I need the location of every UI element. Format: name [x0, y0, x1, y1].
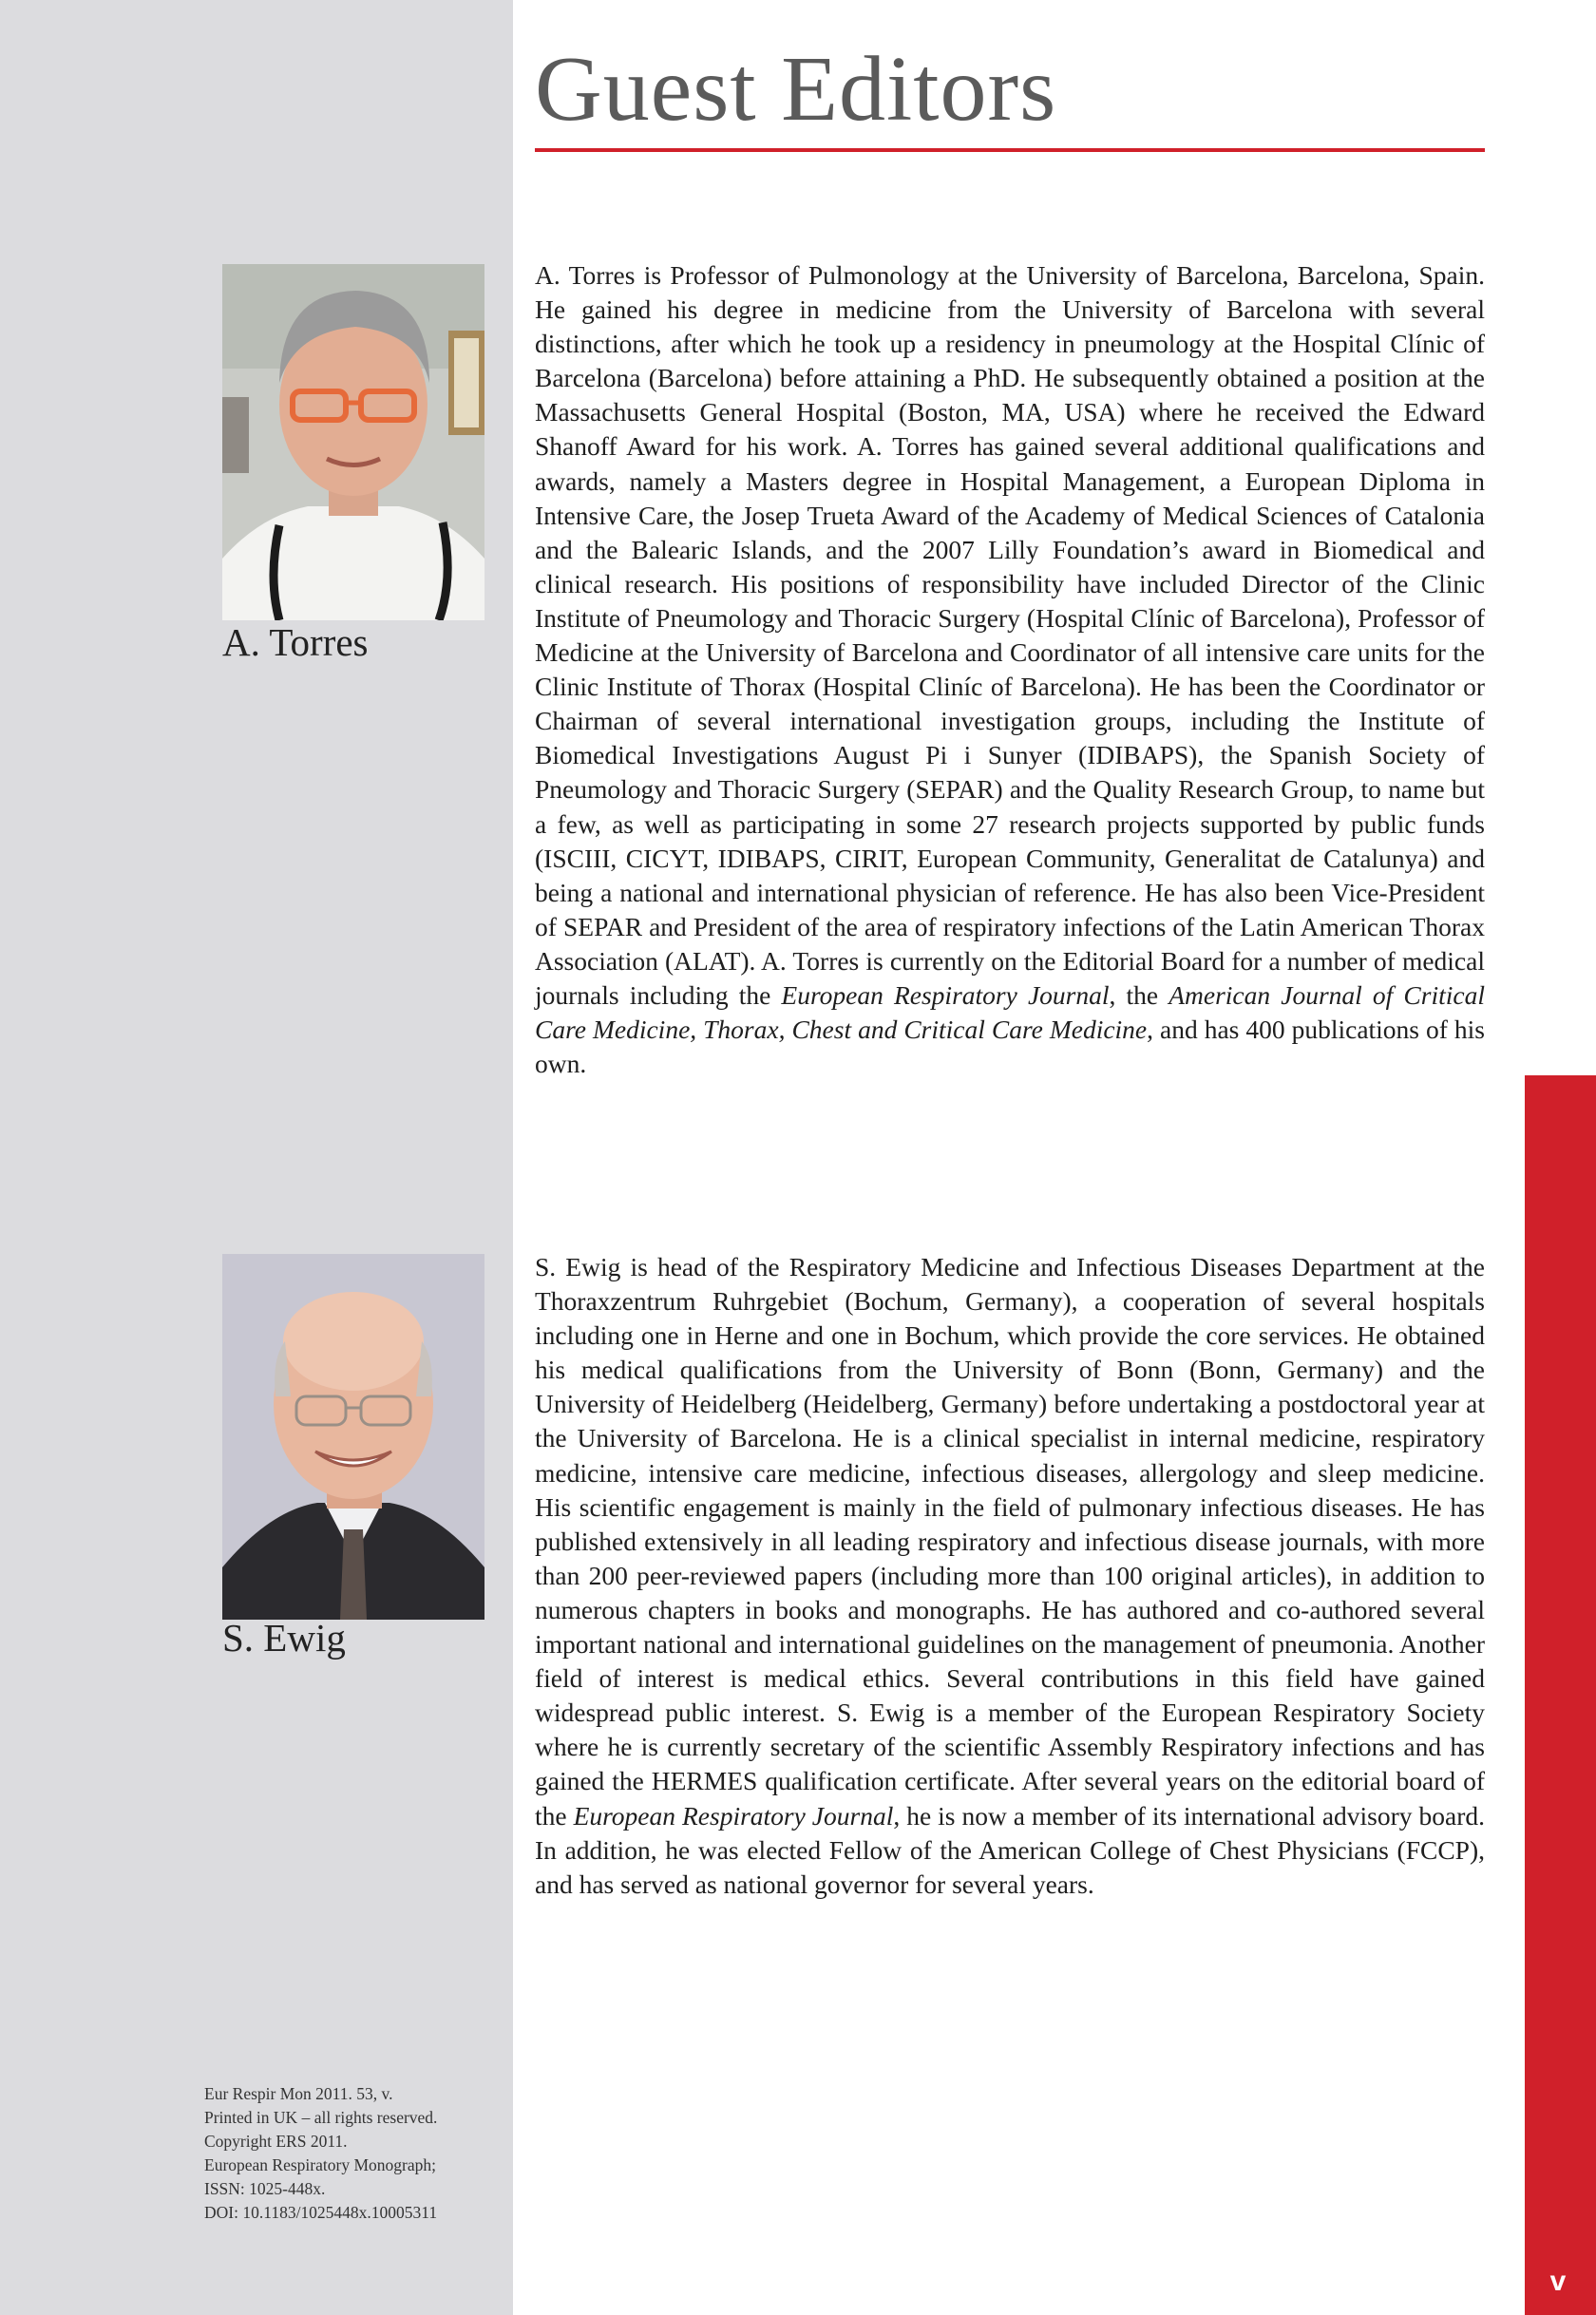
bio-italic-journal: European Respiratory Journal	[573, 1800, 894, 1831]
bio-text: S. Ewig is head of the Respiratory Medicine and Infectious Diseases Department at the Thoraxzentrum Ruhrgebiet (Bochum, Germany), a cooperation of several hospitals including one in Herne and one in Bochum, which provide the core services. He obtained his medical qualifications from the University of Bonn (Bonn, Germany) and the University of Heidelberg (Heidelberg, Germany) before undertaking a postdoctoral year at the University of Barcelona. He is a clinical specialist in internal medicine, respiratory medicine, intensive care medicine, infectious diseases, allergology and sleep medicine. His scientific engagement is mainly in the field of pulmonary infectious diseases. He has published extensively in all leading respiratory and infectious disease journals, with more than 200 peer-reviewed papers (including more than 100 original articles), in addition to numerous chapters in books and monographs. He has authored and co-authored several important national and international guidelines on the management of pneumonia. Another field of interest is medical ethics. Several contributions in this field have gained widespread public interest. S. Ewig is a member of the European Respiratory Society where he is currently secretary of the scientific Assembly Respiratory infections and has gained the HERMES qualification certificate. After several years on the editorial board of the	[535, 1252, 1485, 1831]
footer-line-printed: Printed in UK – all rights reserved.	[204, 2108, 438, 2127]
footer-line-monograph: European Respiratory Monograph;	[204, 2155, 436, 2174]
editor-name-torres: A. Torres	[222, 620, 369, 664]
editor-bio-ewig	[535, 1250, 1485, 1902]
bio-text: , the	[1109, 979, 1169, 1010]
footer-line-doi: DOI: 10.1183/1025448x.10005311	[204, 2203, 438, 2222]
editor-photo-torres	[222, 264, 484, 620]
editor-photo-ewig	[222, 1254, 484, 1620]
footer-line-copyright: Copyright ERS 2011.	[204, 2132, 348, 2151]
bio-italic-journal: American Journal of Critical Care Medicine, Thorax, Chest and Critical Care Medicine	[535, 979, 1485, 1045]
bio-text: A. Torres is Professor of Pulmonology at the University of Barcelona, Barcelona, Spain. He gained his degree in medicine from the University of Barcelona with several distinctions, after which he took up a residency in pneumology at the Hospital Clínic of Barcelona (Barcelona) before attaining a PhD. He subsequently obtained a position at the Massachusetts General Hospital (Boston, MA, USA) where he received the Edward Shanoff Award for his work. A. Torres has gained several additional qualifications and awards, namely a Masters degree in Hospital Management, a European Diploma in Intensive Care, the Josep Trueta Award of the Academy of Medical Sciences of Catalonia and the Balearic Islands, and the 2007 Lilly Foundation’s award in Biomedical and clinical research. His positions of responsibility have included Director of the Clinic Institute of Pneumology and Thoracic Surgery (Hospital Clínic of Barcelona), Professor of Medicine at the University of Barcelona and Coordinator of all intensive care units for the Clinic Institute of Thorax (Hospital Cliníc of Barcelona). He has been the Coordinator or Chairman of several international investigation groups, including the Institute of Biomedical Investigations August Pi i Sunyer (IDIBAPS), the Spanish Society of Pneumology and Thoracic Surgery (SEPAR) and the Quality Research Group, to name but a few, as well as participating in some 27 research projects supported by public funds (ISCIII, CICYT, IDIBAPS, CIRIT, European Community, Generalitat de Catalunya) and being a national and international physician of reference. He has also been Vice-President of SEPAR and President of the area of respiratory infections of the Latin American Thorax Association (ALAT). A. Torres is currently on the Editorial Board for a number of medical journals including the	[535, 260, 1485, 1010]
bio-text: , and has 400 publications of his own.	[535, 1015, 1485, 1079]
footer-line-issn: ISSN: 1025-448x.	[204, 2179, 326, 2198]
editor-bio-torres	[535, 258, 1485, 1081]
right-accent-tab	[1525, 1075, 1596, 2315]
editor-name-ewig: S. Ewig	[222, 1616, 346, 1660]
bio-text: , he is now a member of its international advisory board. In addition, he was elected Fellow of the American College of Chest Physicians (FCCP), and has served as national governor for several years.	[535, 1800, 1485, 1899]
title-rule	[535, 148, 1485, 152]
publication-footer	[204, 2082, 504, 2225]
bio-italic-journal: European Respiratory Journal	[781, 979, 1110, 1010]
page-marker: v	[1549, 2266, 1567, 2297]
footer-line-citation: Eur Respir Mon 2011. 53, v.	[204, 2084, 393, 2103]
page-title: Guest Editors	[535, 38, 1057, 141]
